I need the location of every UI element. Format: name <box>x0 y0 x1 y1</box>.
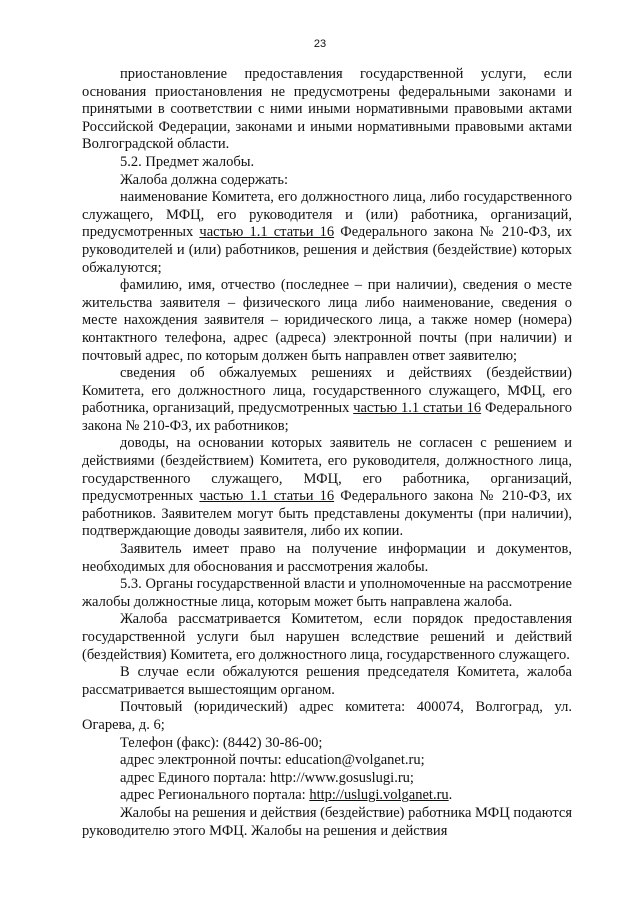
paragraph: адрес электронной почты: education@volganet.ru; <box>120 752 425 769</box>
text-segment: Федерального закона № 210-ФЗ, их работников. Заявителем могут быть представлены документы (при наличии), подтверждающие доводы заявителя, либо их копии. <box>82 488 572 540</box>
paragraph: адрес Единого портала: http://www.gosuslugi.ru; <box>120 769 414 786</box>
paragraph <box>82 189 572 277</box>
document-body <box>82 66 572 840</box>
underlined-reference[interactable]: частью 1.1 статьи 16 <box>199 224 335 241</box>
paragraph: Заявитель имеет право на получение информации и документов, необходимых для обоснования и рассмотрения жалобы. <box>82 541 572 575</box>
text-segment: адрес Регионального портала: <box>120 787 310 804</box>
underlined-reference[interactable]: частью 1.1 статьи 16 <box>199 488 335 505</box>
paragraph: Жалобы на решения и действия (бездействие) работника МФЦ подаются руководителю этого МФЦ. Жалобы на решения и действия <box>82 804 572 839</box>
paragraph <box>82 365 572 435</box>
text-segment: Федерального закона № 210-ФЗ, их работников; <box>82 400 572 434</box>
paragraph: В случае если обжалуются решения председателя Комитета, жалоба рассматривается вышестоящим органом. <box>82 664 572 698</box>
paragraph: Жалоба рассматривается Комитетом, если порядок предоставления государственной услуги был нарушен вследствие решений и действий (бездействия) Комитета, его должностного лица, государственного служащего. <box>82 611 572 663</box>
page-number: 23 <box>313 38 327 50</box>
paragraph: Почтовый (юридический) адрес комитета: 400074, Волгоград, ул. Огарева, д. 6; <box>82 699 572 733</box>
text-segment: Федерального закона № 210-ФЗ, их руководителей и (или) работников, решения и действия (бездействие) которых обжалуются; <box>82 224 572 276</box>
underlined-reference[interactable]: http://uslugi.volganet.ru <box>309 787 449 804</box>
text-segment: доводы, на основании которых заявитель не согласен с решением и действиями (бездействием) Комитета, его руководителя, должностного лица, государственного служащего, МФЦ, его работника, организаций, предусмотренных <box>82 435 572 505</box>
paragraph: приостановление предоставления государственной услуги, если основания приостановления не предусмотрены федеральными законами и принятыми в соответствии с ними иными нормативными правовыми актами Российской Федерации, законами и иными нормативными правовыми актами Волгоградской области. <box>82 66 572 153</box>
paragraph: Телефон (факс): (8442) 30-86-00; <box>120 734 323 751</box>
paragraph: фамилию, имя, отчество (последнее – при наличии), сведения о месте жительства заявителя – физического лица либо наименование, сведения о месте нахождения заявителя – юридического лица, а также номер (номера) контактного телефона, адрес (адреса) электронной почты (при наличии) и почтовый адрес, по которым должен быть направлен ответ заявителю; <box>82 277 572 364</box>
text-segment: наименование Комитета, его должностного лица, либо государственного служащего, МФЦ, его руководителя и (или) работника, организаций, предусмотренных <box>82 189 572 241</box>
paragraph: 5.2. Предмет жалобы. <box>120 153 255 170</box>
underlined-reference[interactable]: частью 1.1 статьи 16 <box>353 400 482 417</box>
paragraph <box>82 787 572 805</box>
paragraph: 5.3. Органы государственной власти и уполномоченные на рассмотрение жалобы должностные лица, которым может быть направлена жалоба. <box>82 576 572 610</box>
text-segment: сведения об обжалуемых решениях и действиях (бездействии) Комитета, его должностного лица, государственного служащего, МФЦ, его работника, организаций, предусмотренных <box>82 365 572 417</box>
paragraph: Жалоба должна содержать: <box>120 171 289 188</box>
text-segment: . <box>448 787 453 804</box>
paragraph <box>82 435 572 541</box>
